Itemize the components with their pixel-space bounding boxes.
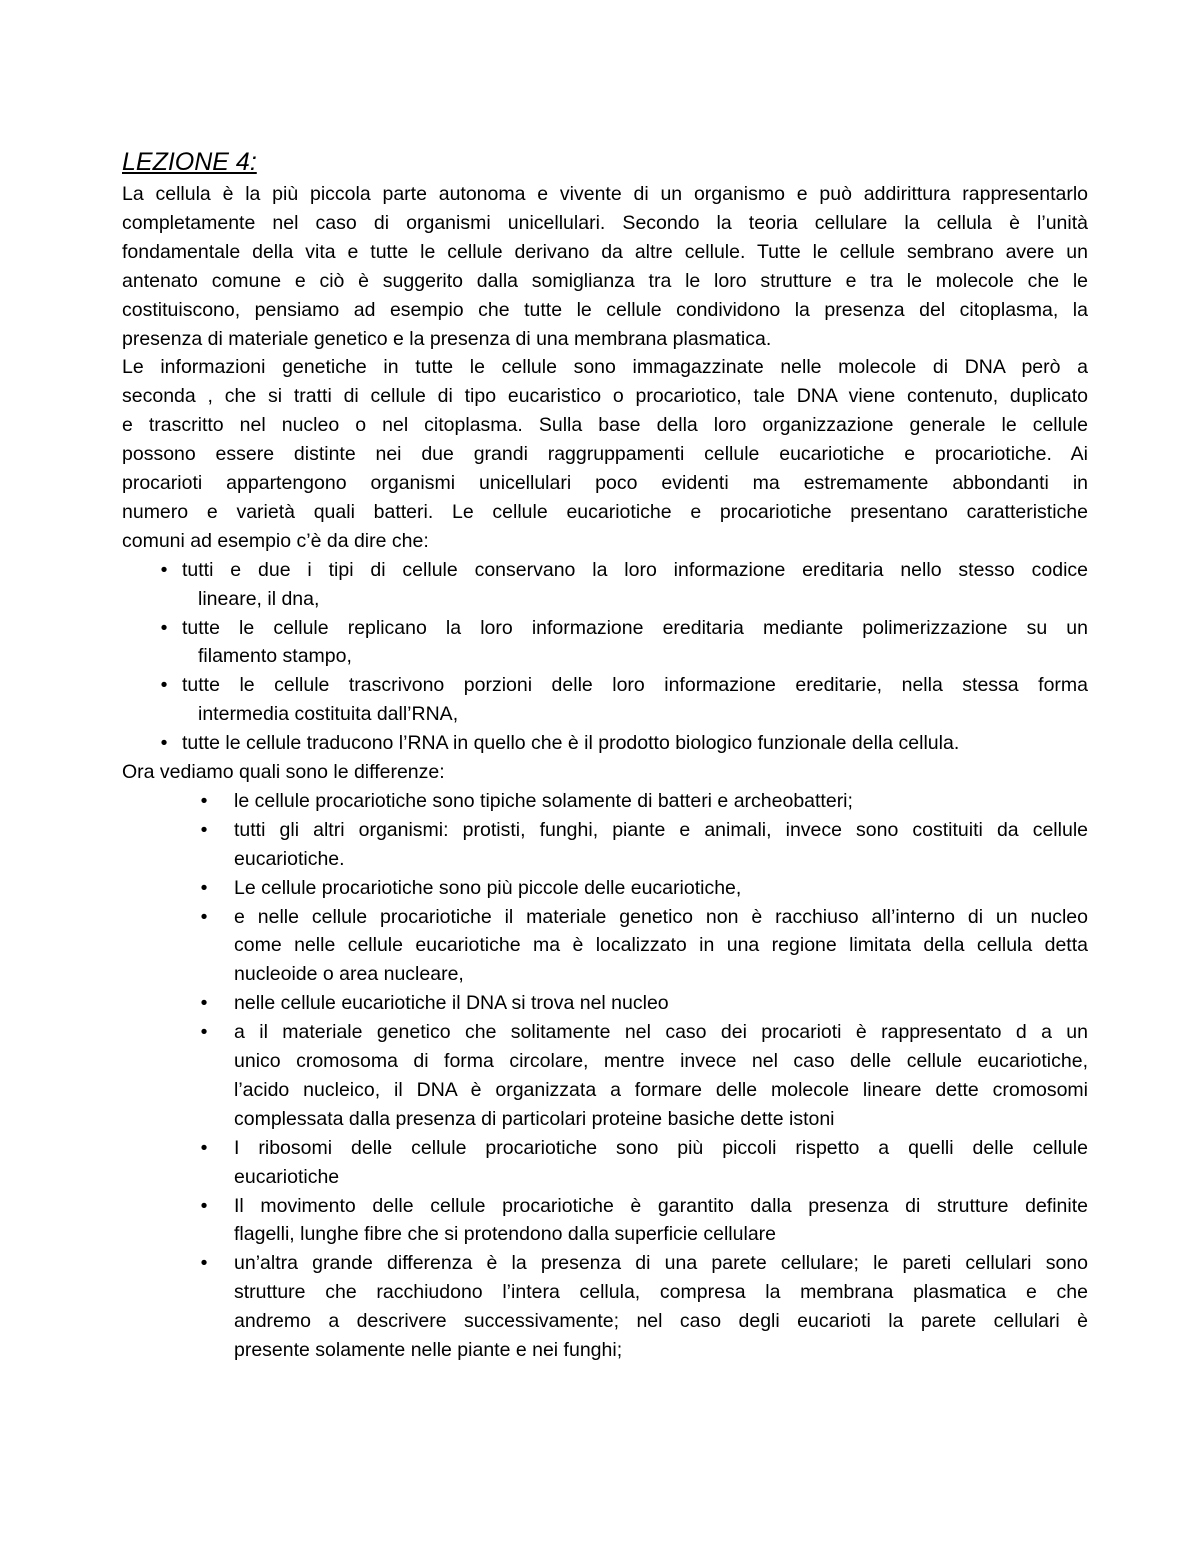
paragraph-line: presenza di materiale genetico e la presenza di una membrana plasmatica. — [122, 327, 772, 350]
list-item-line: nelle cellule eucariotiche il DNA si trova nel nucleo — [234, 992, 669, 1015]
section-heading: Ora vediamo quali sono le differenze: — [122, 761, 445, 783]
list-item-line: intermedia costituita dall’RNA, — [198, 703, 459, 726]
list-item-line: le cellule procariotiche sono tipiche solamente di batteri e archeobatteri; — [234, 789, 853, 812]
bullet-marker: • — [200, 992, 208, 1015]
list-item-line: e nelle cellule procariotiche il materiale genetico non è racchiuso all’interno di un nucleo — [234, 905, 1088, 928]
paragraph-line: e trascritto nel nucleo o nel citoplasma. Sulla base della loro organizzazione generale le cellule — [122, 414, 1088, 437]
list-item-line: tutte le cellule replicano la loro informazione ereditaria mediante polimerizzazione su un — [182, 616, 1088, 639]
bullet-marker: • — [200, 1194, 208, 1217]
list-item-line: strutture che racchiudono l’intera cellula, compresa la membrana plasmatica e che — [234, 1281, 1088, 1304]
paragraph-line: comuni ad esempio c’è da dire che: — [122, 529, 429, 552]
list-item-line: Le cellule procariotiche sono più piccole delle eucariotiche, — [234, 876, 742, 899]
bullet-marker: • — [200, 1252, 208, 1275]
paragraph-line: Le informazioni genetiche in tutte le cellule sono immagazzinate nelle molecole di DNA però a — [122, 356, 1088, 379]
list-item-line: tutti gli altri organismi: protisti, funghi, piante e animali, invece sono costituiti da cellule — [234, 818, 1088, 841]
bullet-marker: • — [200, 789, 208, 812]
bullet-marker: • — [200, 905, 208, 928]
list-item-line: tutte le cellule traducono l’RNA in quello che è il prodotto biologico funzionale della cellula. — [182, 732, 960, 755]
paragraph-line: fondamentale della vita e tutte le cellule derivano da altre cellule. Tutte le cellule sembrano avere un — [122, 240, 1088, 263]
paragraph-line: La cellula è la più piccola parte autonoma e vivente di un organismo e può addirittura rappresentarlo — [122, 183, 1088, 205]
page-title: LEZIONE 4: — [122, 148, 257, 176]
bullet-marker: • — [200, 1021, 208, 1044]
list-item-line: un’altra grande differenza è la presenza di una parete cellulare; le pareti cellulari sono — [234, 1252, 1088, 1275]
list-item-line: eucariotiche. — [234, 847, 345, 870]
bullet-marker: • — [160, 558, 168, 581]
list-item-line: presente solamente nelle piante e nei funghi; — [234, 1339, 623, 1361]
paragraph-line: numero e varietà quali batteri. Le cellule eucariotiche e procariotiche presentano caratteristiche — [122, 500, 1088, 523]
list-item-line: tutte le cellule trascrivono porzioni delle loro informazione ereditarie, nella stessa forma — [182, 674, 1088, 697]
list-item-line: unico cromosoma di forma circolare, mentre invece nel caso delle cellule eucariotiche, — [234, 1050, 1088, 1072]
list-item-line: tutti e due i tipi di cellule conservano la loro informazione ereditaria nello stesso codice — [182, 558, 1088, 581]
paragraph-line: antenato comune e ciò è suggerito dalla somiglianza tra le loro strutture e tra le molecole che le — [122, 269, 1088, 292]
bullet-marker: • — [160, 732, 168, 755]
list-item-line: I ribosomi delle cellule procariotiche sono più piccoli rispetto a quelli delle cellule — [234, 1136, 1088, 1159]
list-item-line: eucariotiche — [234, 1165, 340, 1188]
paragraph-line: seconda , che si tratti di cellule di tipo eucaristico o procariotico, tale DNA viene contenuto, duplicato — [122, 385, 1088, 408]
paragraph-line: completamente nel caso di organismi unicellulari. Secondo la teoria cellulare la cellula è l’unità — [122, 211, 1088, 234]
bullet-marker: • — [200, 818, 208, 841]
bullet-marker: • — [160, 674, 168, 697]
list-item-line: andremo a descrivere successivamente; nel caso degli eucarioti la parete cellulari è — [234, 1310, 1088, 1333]
list-item-line: come nelle cellule eucariotiche ma è localizzato in una regione limitata della cellula detta — [234, 934, 1088, 957]
paragraph-line: costituiscono, pensiamo ad esempio che tutte le cellule condividono la presenza del citoplasma, la — [122, 298, 1088, 321]
list-item-line: filamento stampo, — [198, 645, 352, 668]
bullet-marker: • — [160, 616, 168, 639]
list-item-line: complessata dalla presenza di particolari proteine basiche dette istoni — [234, 1107, 835, 1130]
bullet-marker: • — [200, 1136, 208, 1159]
paragraph-line: possono essere distinte nei due grandi raggruppamenti cellule eucariotiche e procariotiche. Ai — [122, 443, 1088, 466]
list-item-line: a il materiale genetico che solitamente nel caso dei procarioti è rappresentato d a un — [234, 1021, 1088, 1044]
list-item-line: Il movimento delle cellule procariotiche è garantito dalla presenza di strutture definite — [234, 1194, 1088, 1217]
paragraph-line: procarioti appartengono organismi unicellulari poco evidenti ma estremamente abbondanti in — [122, 472, 1088, 494]
list-item-line: nucleoide o area nucleare, — [234, 963, 464, 986]
list-item-line: lineare, il dna, — [198, 587, 320, 610]
list-item-line: l’acido nucleico, il DNA è organizzata a formare delle molecole lineare dette cromosomi — [234, 1078, 1088, 1101]
list-item-line: flagelli, lunghe fibre che si protendono dalla superficie cellulare — [234, 1223, 777, 1246]
bullet-marker: • — [200, 876, 208, 899]
